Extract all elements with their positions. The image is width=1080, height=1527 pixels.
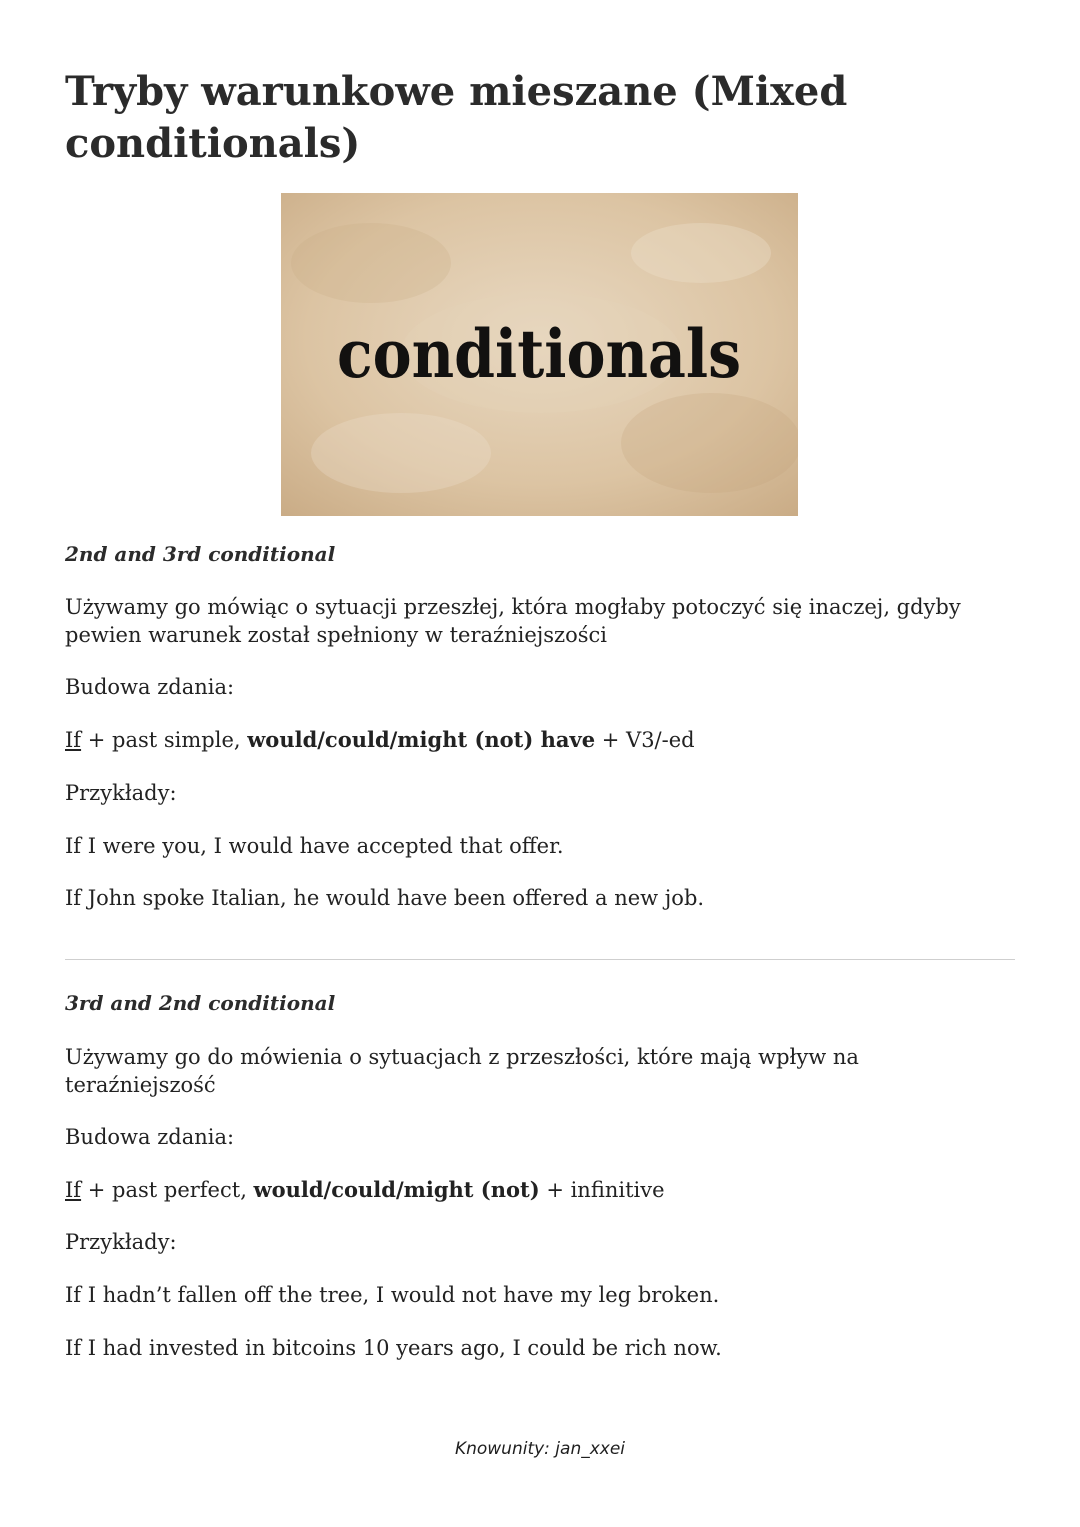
section1-structure-label: Budowa zdania:: [65, 675, 235, 699]
section1-examples-label: Przykłady:: [65, 781, 177, 805]
section-divider: [65, 959, 1015, 960]
formula-part1: + past simple,: [81, 728, 248, 752]
conditionals-banner-image: [281, 193, 798, 516]
section2-structure-label: Budowa zdania:: [65, 1125, 235, 1149]
formula-part2: + infinitive: [539, 1178, 665, 1202]
section1-formula: [65, 726, 1015, 754]
section1-example: If I were you, I would have accepted that offer.: [65, 834, 564, 858]
banner-word: conditionals: [337, 315, 741, 393]
page-title: Tryby warunkowe mieszane (Mixed conditionals): [65, 68, 848, 167]
formula-bold: would/could/might (not) have: [247, 727, 596, 752]
section2-description: Używamy go do mówienia o sytuacjach z przeszłości, które mają wpływ na teraźniejszość: [65, 1045, 859, 1097]
section2-examples-label: Przykłady:: [65, 1230, 177, 1254]
section2-example: If I had invested in bitcoins 10 years ago, I could be rich now.: [65, 1336, 722, 1360]
section2-heading: 3rd and 2nd conditional: [65, 991, 336, 1015]
footer-credit: Knowunity: jan_xxei: [454, 1439, 626, 1459]
section2-formula: [65, 1176, 1015, 1204]
formula-bold: would/could/might (not): [253, 1177, 540, 1202]
section1-example: If John spoke Italian, he would have been offered a new job.: [65, 886, 705, 910]
formula-if: If: [65, 1178, 82, 1202]
section2-example: If I hadn’t fallen off the tree, I would not have my leg broken.: [65, 1283, 720, 1307]
formula-if: If: [65, 728, 82, 752]
formula-part2: + V3/-ed: [595, 728, 695, 752]
section1-description: Używamy go mówiąc o sytuacji przeszłej, która mogłaby potoczyć się inaczej, gdyby pewien warunek został spełniony w teraźniejszości: [65, 595, 961, 647]
formula-part1: + past perfect,: [81, 1178, 254, 1202]
section1-heading: 2nd and 3rd conditional: [65, 542, 336, 566]
